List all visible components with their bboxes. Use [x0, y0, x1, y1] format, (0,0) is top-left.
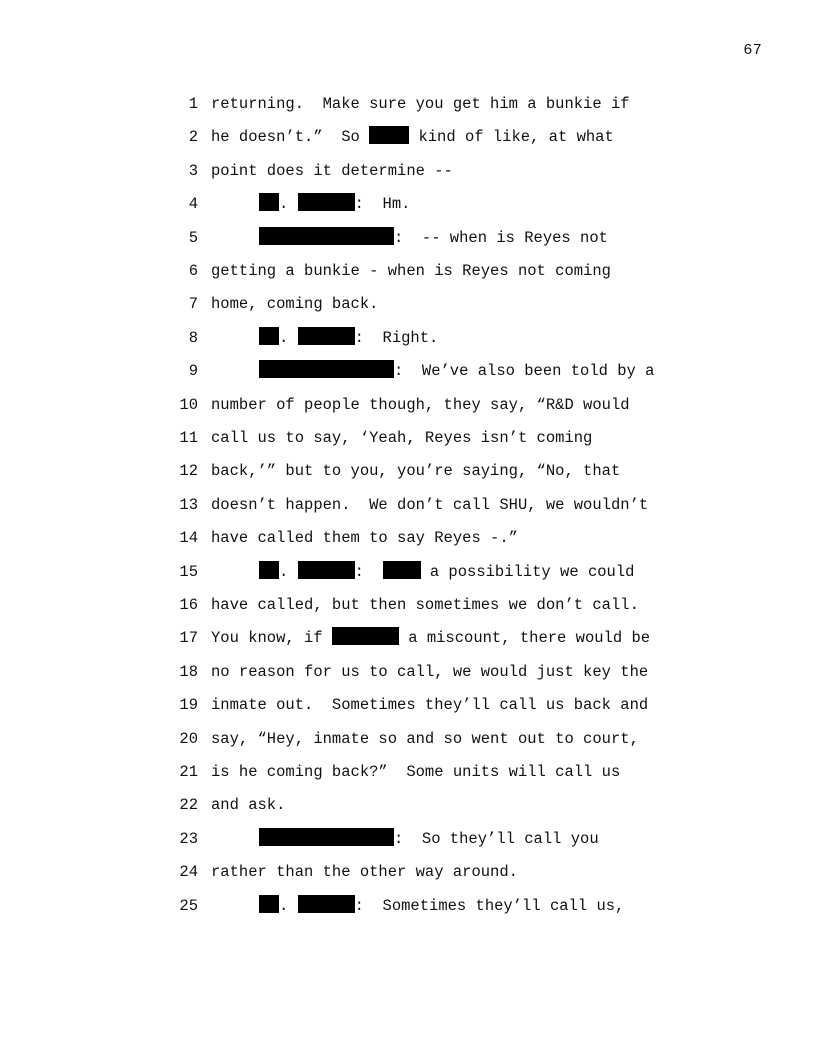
- text-segment: point does it determine --: [211, 161, 453, 180]
- text-segment: have called them to say Reyes -.”: [211, 529, 518, 548]
- line-text: [211, 526, 518, 550]
- redaction-box: [259, 193, 279, 211]
- speaker-line-text: [259, 560, 634, 584]
- speaker-line-text: [259, 359, 654, 383]
- line-number: 2: [188, 128, 198, 147]
- text-segment: call us to say, ‘Yeah, Reyes isn’t coming: [211, 429, 593, 447]
- line-number: 21: [179, 763, 198, 781]
- line-number: 5: [188, 228, 198, 247]
- line-number: 10: [179, 395, 198, 414]
- transcript-line: [0, 326, 816, 350]
- line-number: 24: [179, 863, 198, 882]
- line-text: [211, 493, 648, 517]
- transcript-line: [0, 125, 816, 149]
- line-number: 3: [188, 161, 198, 180]
- redaction-box: [259, 227, 394, 245]
- redaction-box: [259, 828, 394, 846]
- transcript-line: [0, 159, 816, 183]
- text-segment: he doesn’t.” So: [211, 128, 370, 147]
- transcript-line: [0, 192, 816, 216]
- line-number: 6: [188, 262, 198, 280]
- speaker-line-text: [259, 326, 438, 350]
- transcript-line: [0, 226, 816, 250]
- transcript-line: [0, 560, 816, 584]
- transcript-line: [0, 894, 816, 918]
- line-number: 16: [179, 596, 198, 614]
- transcript-line: [0, 660, 816, 684]
- line-number: 13: [179, 495, 198, 514]
- redaction-box: [259, 360, 394, 378]
- line-text: [211, 660, 648, 684]
- line-text: [211, 760, 620, 784]
- line-number: 20: [179, 729, 198, 748]
- line-number: 11: [179, 429, 198, 447]
- speaker-line-text: [259, 192, 410, 216]
- transcript-line: [0, 359, 816, 383]
- transcript-line: [0, 827, 816, 851]
- redaction-box: [259, 327, 279, 345]
- redaction-box: [383, 561, 421, 579]
- redaction-box: [259, 895, 279, 913]
- transcript-line: [0, 760, 816, 784]
- text-segment: doesn’t happen. We don’t call SHU, we wouldn’t: [211, 495, 649, 514]
- text-segment: : Hm.: [354, 195, 411, 214]
- text-segment: .: [279, 195, 298, 214]
- transcript-line: [0, 727, 816, 751]
- speaker-line-text: [259, 827, 599, 851]
- line-number: 12: [179, 462, 198, 481]
- line-text: [211, 593, 639, 617]
- line-text: [211, 426, 592, 450]
- text-segment: inmate out. Sometimes they’ll call us back and: [211, 696, 649, 715]
- text-segment: : So they’ll call you: [394, 829, 599, 848]
- transcript-line: [0, 459, 816, 483]
- text-segment: say, “Hey, inmate so and so went out to court,: [211, 729, 639, 748]
- line-text: [211, 793, 285, 817]
- line-number: 18: [179, 662, 198, 681]
- text-segment: returning. Make sure you get him a bunkie if: [211, 95, 630, 113]
- line-number: 17: [179, 629, 198, 648]
- line-number: 15: [179, 562, 198, 581]
- redaction-box: [259, 561, 279, 579]
- redaction-box: [298, 327, 355, 345]
- line-text: [211, 292, 378, 316]
- speaker-line-text: [259, 894, 624, 918]
- speaker-line-text: [259, 226, 608, 250]
- text-segment: : Right.: [354, 328, 439, 347]
- transcript-line: [0, 860, 816, 884]
- text-segment: : Sometimes they’ll call us,: [354, 896, 625, 915]
- text-segment: .: [279, 896, 298, 915]
- line-number: 25: [179, 896, 198, 915]
- line-text: [211, 626, 650, 650]
- text-segment: no reason for us to call, we would just key the: [211, 662, 649, 681]
- text-segment: : We’ve also been told by a: [394, 362, 655, 381]
- text-segment: home, coming back.: [211, 295, 379, 314]
- text-segment: :: [354, 562, 383, 581]
- page-number: 67: [743, 42, 762, 59]
- transcript-line: [0, 292, 816, 316]
- line-text: [211, 159, 453, 183]
- line-number: 7: [188, 295, 198, 314]
- transcript-line: [0, 526, 816, 550]
- redaction-box: [298, 561, 355, 579]
- text-segment: kind of like, at what: [409, 128, 614, 147]
- text-segment: .: [279, 562, 298, 581]
- text-segment: getting a bunkie - when is Reyes not coming: [211, 262, 611, 280]
- line-text: [211, 92, 630, 116]
- text-segment: a possibility we could: [420, 562, 635, 581]
- transcript-line: [0, 92, 816, 116]
- line-number: 19: [179, 696, 198, 715]
- text-segment: a miscount, there would be: [398, 629, 651, 648]
- line-number: 1: [188, 95, 198, 113]
- redaction-box: [369, 126, 409, 144]
- redaction-box: [298, 895, 355, 913]
- text-segment: .: [279, 328, 298, 347]
- line-text: [211, 860, 518, 884]
- transcript-line: [0, 426, 816, 450]
- line-text: [211, 393, 630, 417]
- transcript-line: [0, 693, 816, 717]
- redaction-box: [298, 193, 355, 211]
- text-segment: number of people though, they say, “R&D would: [211, 395, 630, 414]
- line-text: [211, 259, 611, 283]
- transcript-line: [0, 393, 816, 417]
- line-text: [211, 727, 639, 751]
- transcript-line: [0, 593, 816, 617]
- line-text: [211, 693, 648, 717]
- text-segment: and ask.: [211, 796, 286, 815]
- line-number: 8: [188, 328, 198, 347]
- transcript-line: [0, 626, 816, 650]
- text-segment: back,’” but to you, you’re saying, “No, that: [211, 462, 621, 481]
- transcript-line: [0, 493, 816, 517]
- text-segment: is he coming back?” Some units will call us: [211, 763, 621, 781]
- line-number: 14: [179, 529, 198, 548]
- transcript-line: [0, 259, 816, 283]
- transcript-line: [0, 793, 816, 817]
- line-number: 4: [188, 195, 198, 214]
- text-segment: rather than the other way around.: [211, 863, 518, 882]
- line-number: 9: [188, 362, 198, 381]
- text-segment: You know, if: [211, 629, 332, 648]
- line-number: 22: [179, 796, 198, 815]
- text-segment: have called, but then sometimes we don’t call.: [211, 596, 639, 614]
- line-text: [211, 125, 614, 149]
- line-text: [211, 459, 620, 483]
- line-number: 23: [179, 829, 198, 848]
- text-segment: : -- when is Reyes not: [394, 228, 608, 247]
- redaction-box: [332, 627, 399, 645]
